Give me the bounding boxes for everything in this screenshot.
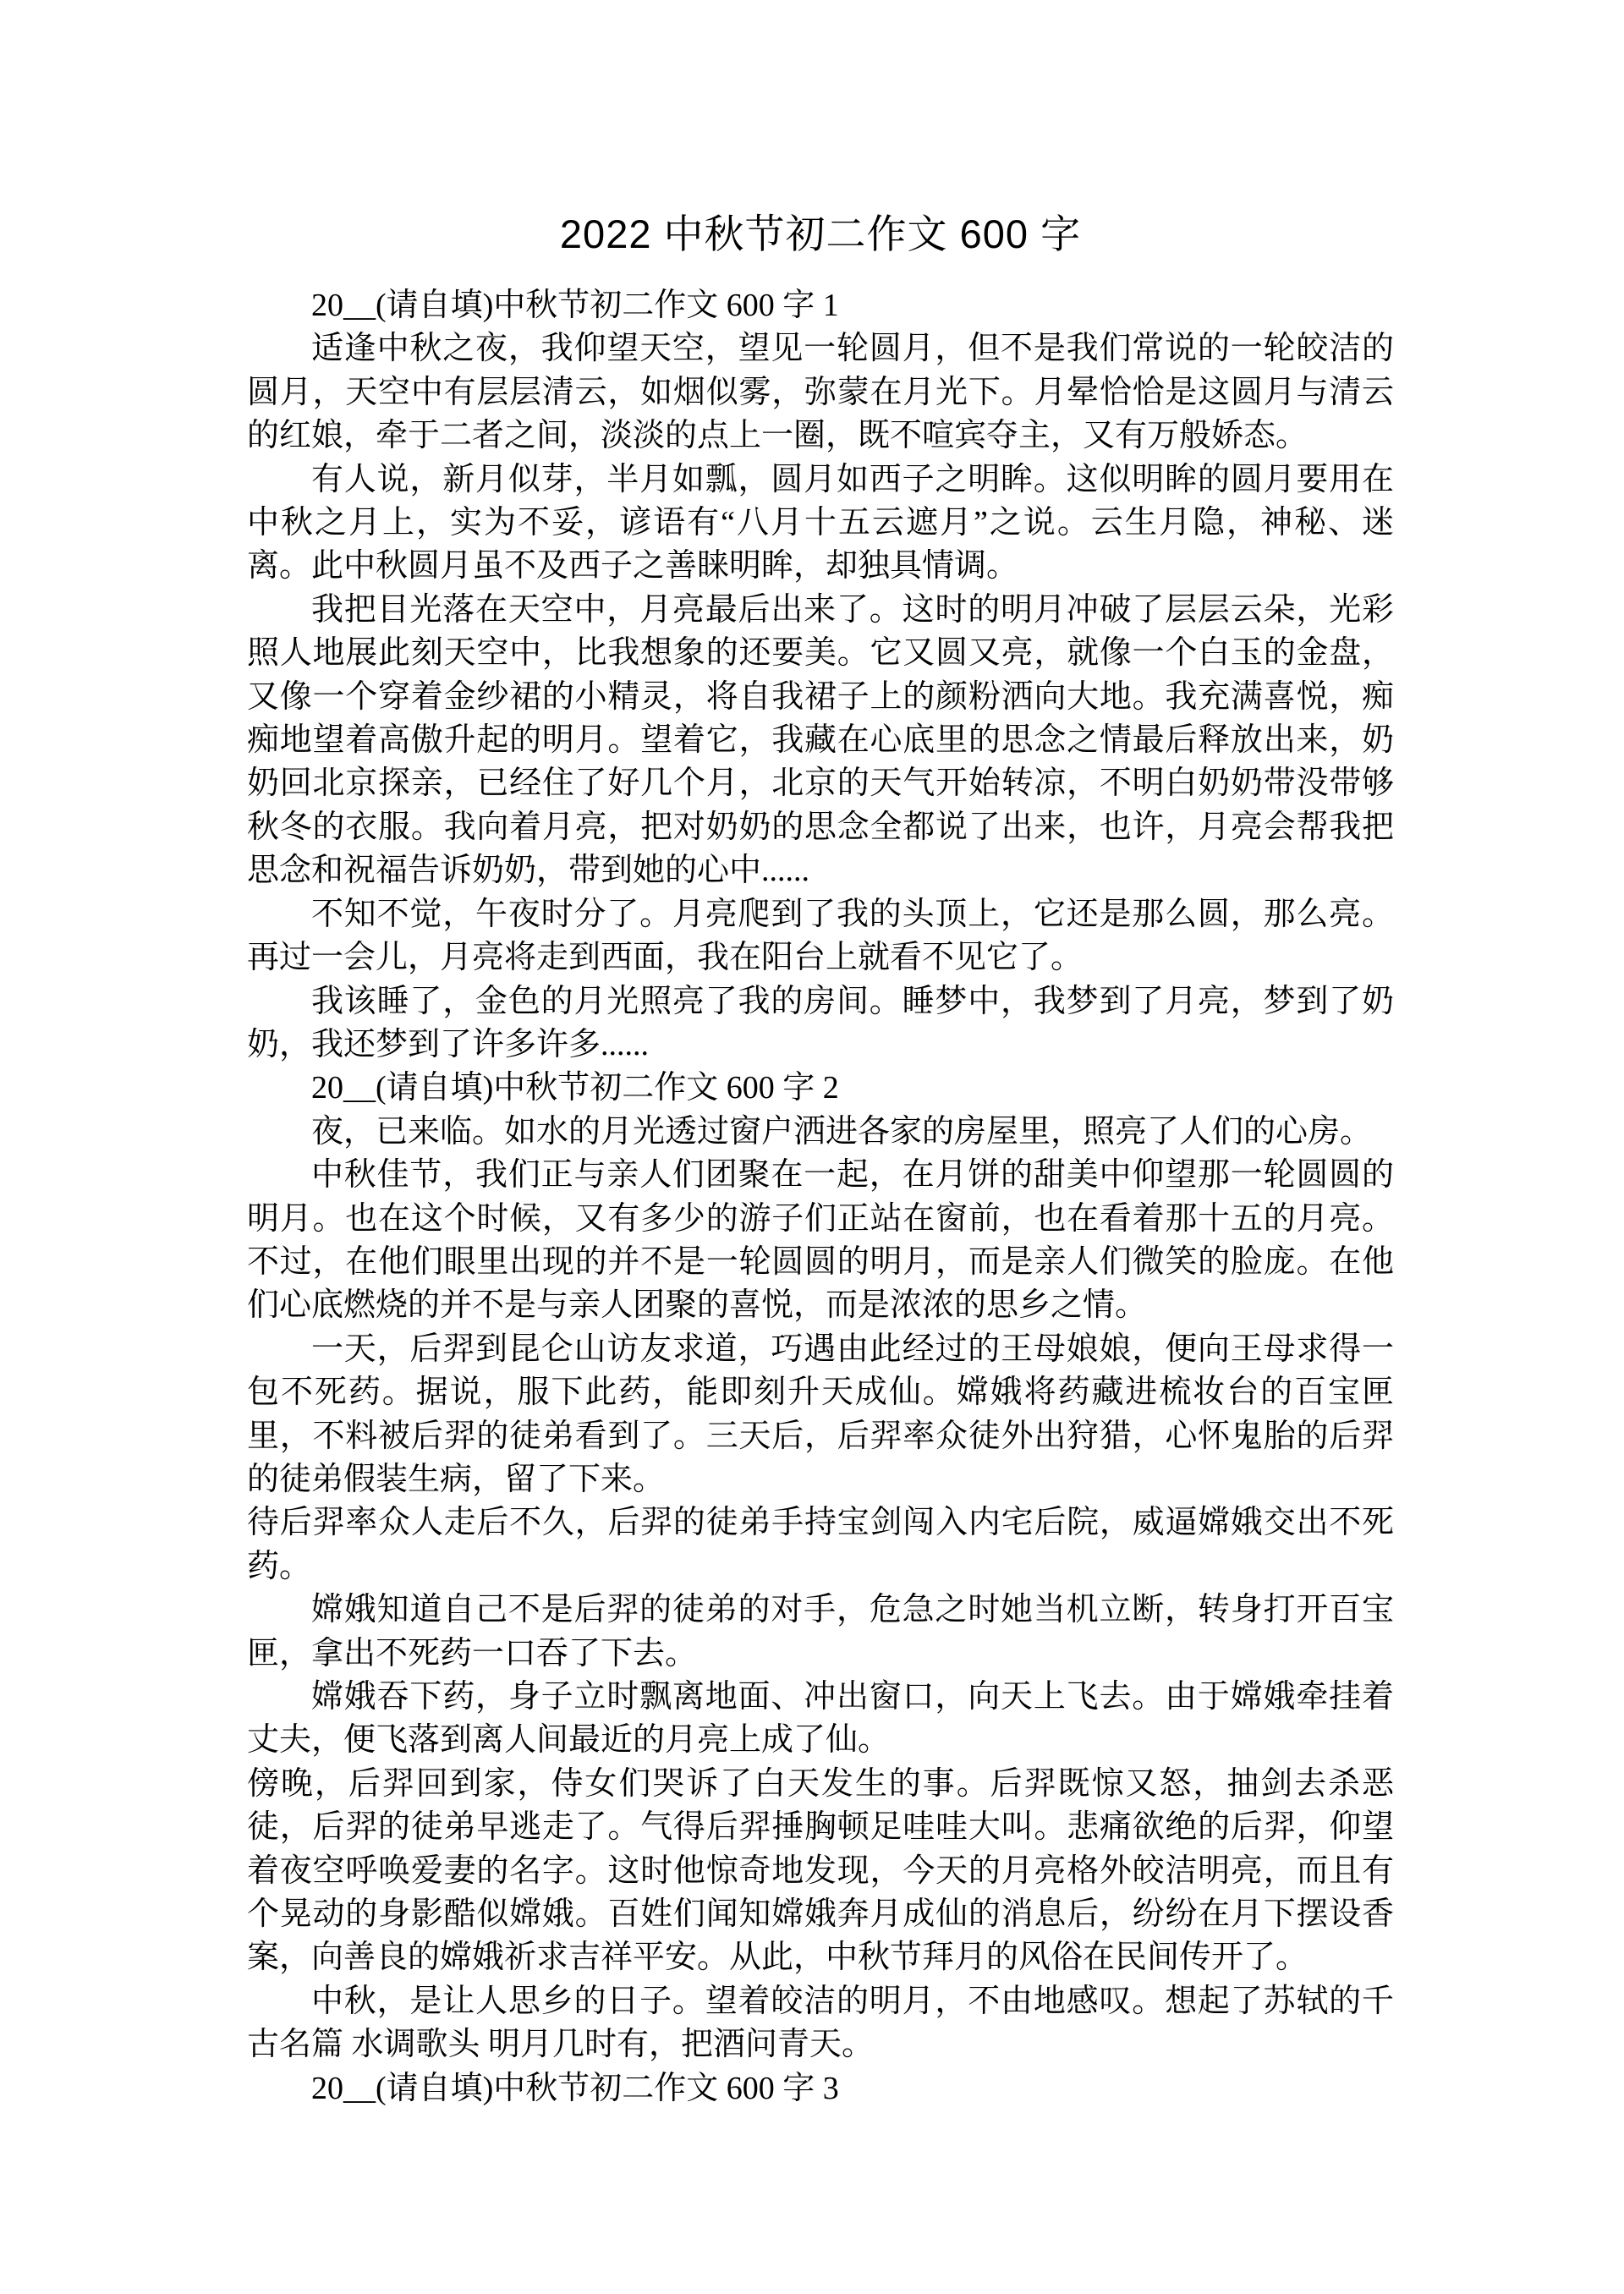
document-page — [247, 208, 1394, 2110]
essay-paragraph: 适逢中秋之夜，我仰望天空，望见一轮圆月，但不是我们常说的一轮皎洁的圆月，天空中有层层清云，如烟似雾，弥蒙在月光下。月晕恰恰是这圆月与清云的红娘，牵于二者之间，淡淡的点上一圈，既不喧宾夺主，又有万般娇态。 — [247, 331, 1394, 454]
essay-paragraph: 嫦娥吞下药，身子立时飘离地面、冲出窗口，向天上飞去。由于嫦娥牵挂着丈夫，便飞落到离人间最近的月亮上成了仙。 — [247, 1679, 1394, 1759]
essay-section-heading: 20__(请自填)中秋节初二作文 600 字 1 — [311, 288, 839, 323]
essay-paragraph: 我把目光落在天空中，月亮最后出来了。这时的明月冲破了层层云朵，光彩照人地展此刻天空中，比我想象的还要美。它又圆又亮，就像一个白玉的金盘，又像一个穿着金纱裙的小精灵，将自我裙子上的颜粉洒向大地。我充满喜悦，痴痴地望着高傲升起的明月。望着它，我藏在心底里的思念之情最后释放出来，奶奶回北京探亲，已经住了好几个月，北京的天气开始转凉，不明白奶奶带没带够秋冬的衣服。我向着月亮，把对奶奶的思念全都说了出来，也许，月亮会帮我把思念和祝福告诉奶奶，带到她的心中...... — [247, 591, 1394, 889]
essay-paragraph: 我该睡了，金色的月光照亮了我的房间。睡梦中，我梦到了月亮，梦到了奶奶，我还梦到了许多许多...... — [247, 983, 1394, 1062]
essay-paragraph: 中秋佳节，我们正与亲人们团聚在一起，在月饼的甜美中仰望那一轮圆圆的明月。也在这个时候，又有多少的游子们正站在窗前，也在看着那十五的月亮。不过，在他们眼里出现的并不是一轮圆圆的明月，而是亲人们微笑的脸庞。在他们心底燃烧的并不是与亲人团聚的喜悦，而是浓浓的思乡之情。 — [247, 1157, 1394, 1324]
essay-body — [247, 284, 1394, 2110]
essay-paragraph: 有人说，新月似芽，半月如瓢，圆月如西子之明眸。这似明眸的圆月要用在中秋之月上，实为不妥，谚语有“八月十五云遮月”之说。云生月隐，神秘、迷离。此中秋圆月虽不及西子之善睐明眸，却独具情调。 — [247, 461, 1394, 584]
essay-paragraph: 待后羿率众人走后不久，后羿的徒弟手持宝剑闯入内宅后院，威逼嫦娥交出不死药。 — [247, 1505, 1394, 1584]
document-title: 2022 中秋节初二作文 600 字 — [559, 211, 1082, 256]
essay-paragraph: 傍晚，后羿回到家，侍女们哭诉了白天发生的事。后羿既惊又怒，抽剑去杀恶徒，后羿的徒弟早逃走了。气得后羿捶胸顿足哇哇大叫。悲痛欲绝的后羿，仰望着夜空呼唤爱妻的名字。这时他惊奇地发现，今天的月亮格外皎洁明亮，而且有个晃动的身影酷似嫦娥。百姓们闻知嫦娥奔月成仙的消息后，纷纷在月下摆设香案，向善良的嫦娥祈求吉祥平安。从此，中秋节拜月的风俗在民间传开了。 — [247, 1765, 1394, 1976]
essay-section-heading: 20__(请自填)中秋节初二作文 600 字 3 — [311, 2070, 839, 2106]
essay-section-heading: 20__(请自填)中秋节初二作文 600 字 2 — [311, 1070, 839, 1106]
essay-paragraph: 中秋，是让人思乡的日子。望着皎洁的明月，不由地感叹。想起了苏轼的千古名篇 水调歌头 明月几时有，把酒问青天。 — [247, 1983, 1394, 2063]
essay-paragraph: 嫦娥知道自己不是后羿的徒弟的对手，危急之时她当机立断，转身打开百宝匣，拿出不死药一口吞了下去。 — [247, 1592, 1394, 1671]
essay-paragraph: 夜，已来临。如水的月光透过窗户洒进各家的房屋里，照亮了人们的心房。 — [311, 1113, 1373, 1150]
essay-paragraph: 一天，后羿到昆仑山访友求道，巧遇由此经过的王母娘娘，便向王母求得一包不死药。据说，服下此药，能即刻升天成仙。嫦娥将药藏进梳妆台的百宝匣里，不料被后羿的徒弟看到了。三天后，后羿率众徒外出狩猎，心怀鬼胎的后羿的徒弟假装生病，留了下来。 — [247, 1331, 1394, 1497]
essay-paragraph: 不知不觉，午夜时分了。月亮爬到了我的头顶上，它还是那么圆，那么亮。再过一会儿，月亮将走到西面，我在阳台上就看不见它了。 — [247, 896, 1394, 976]
